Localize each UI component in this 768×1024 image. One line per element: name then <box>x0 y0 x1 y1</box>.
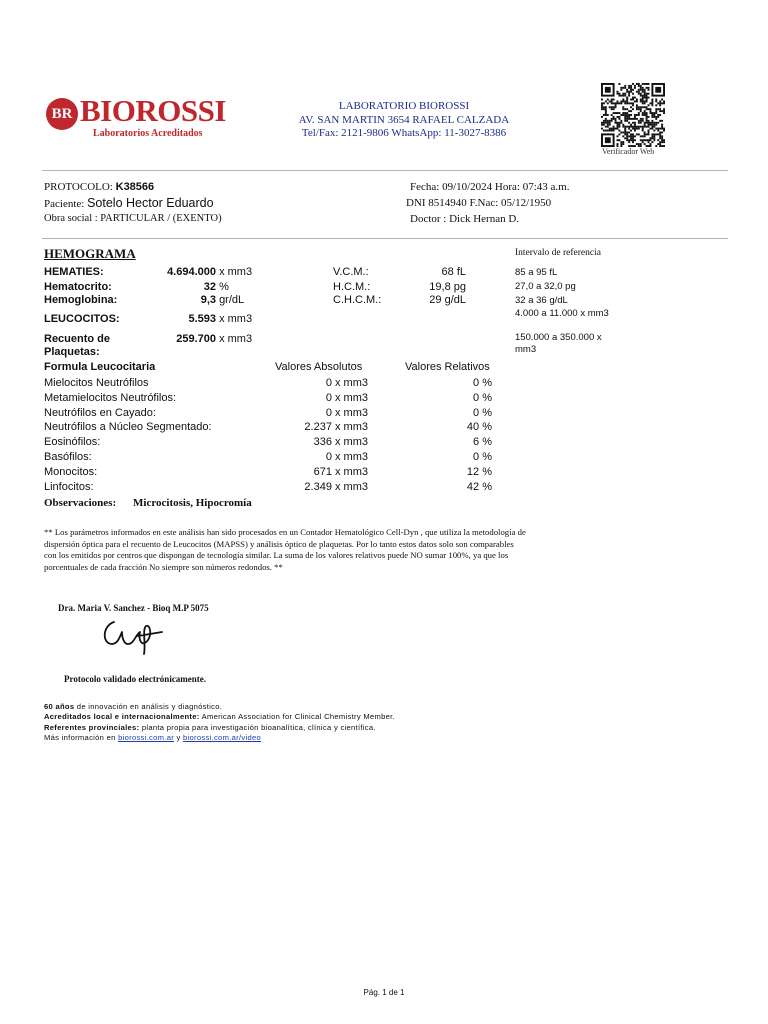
validated-note: Protocolo validado electrónicamente. <box>64 674 207 684</box>
doctor: Doctor : Dick Hernan D. <box>410 213 520 225</box>
formula-row-absolute: 2.349 x mm3 <box>304 480 368 493</box>
observaciones-value: Microcitosis, Hipocromía <box>133 497 252 509</box>
formula-row-relative: 0 % <box>473 406 492 419</box>
patient-name: Sotelo Hector Eduardo <box>87 196 214 210</box>
divider <box>42 238 728 239</box>
hematocrito-label: Hematocrito: <box>44 281 112 293</box>
footer-accred: Acreditados local e internacionalmente: American Association for Clinical Chemistry Member. <box>44 712 395 722</box>
protocol-line <box>44 181 154 193</box>
footer-ref: Referentes provinciales: planta propia para investigación bioanalítica, clínica y científica. <box>44 722 376 732</box>
formula-row-absolute: 671 x mm3 <box>313 465 368 478</box>
logo-subtitle: Laboratorios Acreditados <box>93 128 203 139</box>
patient-label: Paciente: <box>44 198 85 210</box>
hcm-label: H.C.M.: <box>333 281 371 293</box>
formula-row-relative: 0 % <box>473 377 492 389</box>
formula-row-absolute: 0 x mm3 <box>325 406 368 419</box>
fecha: Fecha: 09/10/2024 Hora: 07:43 a.m. <box>410 181 570 193</box>
formula-row-label: Basófilos: <box>44 451 92 463</box>
formula-title: Formula Leucocitaria <box>44 361 156 373</box>
footer-more: Más información en biorossi.com.ar y biorossi.com.ar/video <box>44 733 262 743</box>
hcm-value: 19,8 pg <box>429 281 466 293</box>
hematocrito-ref: 27,0 a 32,0 pg <box>515 281 576 292</box>
chcm-value: 29 g/dL <box>429 294 466 306</box>
signing-doctor: Dra. Maria V. Sanchez - Bioq M.P 5075 <box>58 603 209 613</box>
hematies-ref: 85 a 95 fL <box>515 267 558 278</box>
page-number: Pág. 1 de 1 <box>363 988 405 997</box>
protocol-label: PROTOCOLO: <box>44 181 113 193</box>
hemograma-title: HEMOGRAMA <box>44 246 136 261</box>
formula-row-label: Metamielocitos Neutrófilos: <box>44 391 177 404</box>
formula-row-absolute: 0 x mm3 <box>325 451 368 463</box>
qr-label: Verificador Web <box>602 147 655 156</box>
qr-code-icon[interactable] <box>600 83 666 147</box>
formula-row-absolute: 0 x mm3 <box>325 391 368 404</box>
protocol-number: K38566 <box>115 181 155 193</box>
col-abs-header: Valores Absolutos <box>275 361 363 373</box>
plaquetas-ref: 150.000 a 350.000 x mm3 <box>515 332 602 355</box>
col-rel-header: Valores Relativos <box>405 361 490 373</box>
formula-row-label: Neutrófilos a Núcleo Segmentado: <box>44 421 212 434</box>
formula-row-label: Linfocitos: <box>44 480 94 493</box>
leucocitos-ref: 4.000 a 11.000 x mm3 <box>515 308 609 319</box>
plaquetas-value: 259.700 x mm3 <box>176 333 253 345</box>
formula-row-relative: 0 % <box>473 451 492 463</box>
link-biorossi-video[interactable]: biorossi.com.ar/video <box>182 733 262 743</box>
divider <box>42 170 728 171</box>
signature-icon <box>100 614 170 656</box>
lab-name: LABORATORIO BIOROSSI <box>338 100 470 112</box>
hematies-label: HEMATIES: <box>44 266 104 278</box>
link-biorossi[interactable]: biorossi.com.ar <box>118 733 175 743</box>
formula-row-absolute: 336 x mm3 <box>313 436 368 449</box>
hemoglobina-value: 9,3 gr/dL <box>200 294 245 306</box>
formula-row-label: Mielocitos Neutrófilos <box>44 377 149 389</box>
logo-name: BIOROSSI <box>80 93 226 128</box>
dni: DNI 8514940 F.Nac: 05/12/1950 <box>406 197 552 209</box>
hematocrito-value: 32 % <box>203 281 229 293</box>
lab-phone: Tel/Fax: 2121-9806 WhatsApp: 11-3027-8386 <box>301 127 507 139</box>
formula-row-relative: 40 % <box>466 421 492 434</box>
ref-header: Intervalo de referencia <box>515 248 601 258</box>
lab-header <box>270 100 538 141</box>
plaquetas-label: Recuento de Plaquetas: <box>44 333 111 358</box>
formula-row-absolute: 0 x mm3 <box>325 377 368 389</box>
patient-line <box>44 196 214 210</box>
formula-row-relative: 42 % <box>466 480 492 493</box>
obra-social: Obra social : PARTICULAR / (EXENTO) <box>44 213 222 224</box>
formula-row-relative: 12 % <box>466 465 492 478</box>
logo-badge: BR <box>46 98 78 130</box>
formula-row-label: Neutrófilos en Cayado: <box>44 406 156 419</box>
footer-info <box>44 702 395 744</box>
leucocitos-value: 5.593 x mm3 <box>188 313 253 325</box>
lab-address: AV. SAN MARTIN 3654 RAFAEL CALZADA <box>298 113 510 126</box>
observaciones-label: Observaciones: <box>44 497 117 509</box>
vcm-label: V.C.M.: <box>333 266 369 278</box>
method-note: ** Los parámetros informados en este análisis han sido procesados en un Contador Hematológico Cell-Dyn , que utiliza la metodología de dispersión óptica para el recuento de Leucocitos (MAPSS) y análisis óptico de plaquetas. Por lo tanto estos datos solo son comparables con los emitidos por centros que dispongan de tecnología similar. La suma de los valores relativos puede NO sumar 100%, ya que los porcentuales de cada fracción No siempre son números redondos. ** <box>44 527 526 572</box>
leucocitos-label: LEUCOCITOS: <box>44 313 120 325</box>
hemoglobina-ref: 32 a 36 g/dL <box>515 295 568 306</box>
hematies-value: 4.694.000 x mm3 <box>167 266 253 278</box>
formula-row-label: Eosinófilos: <box>44 436 101 449</box>
hemoglobina-label: Hemoglobina: <box>44 294 118 306</box>
chcm-label: C.H.C.M.: <box>333 294 382 306</box>
formula-row-relative: 0 % <box>473 391 492 404</box>
vcm-value: 68 fL <box>441 266 466 278</box>
formula-row-label: Monocitos: <box>44 465 98 478</box>
footer-years: 60 años de innovación en análisis y diagnóstico. <box>44 702 223 711</box>
formula-row-absolute: 2.237 x mm3 <box>304 421 368 434</box>
formula-row-relative: 6 % <box>473 436 492 449</box>
